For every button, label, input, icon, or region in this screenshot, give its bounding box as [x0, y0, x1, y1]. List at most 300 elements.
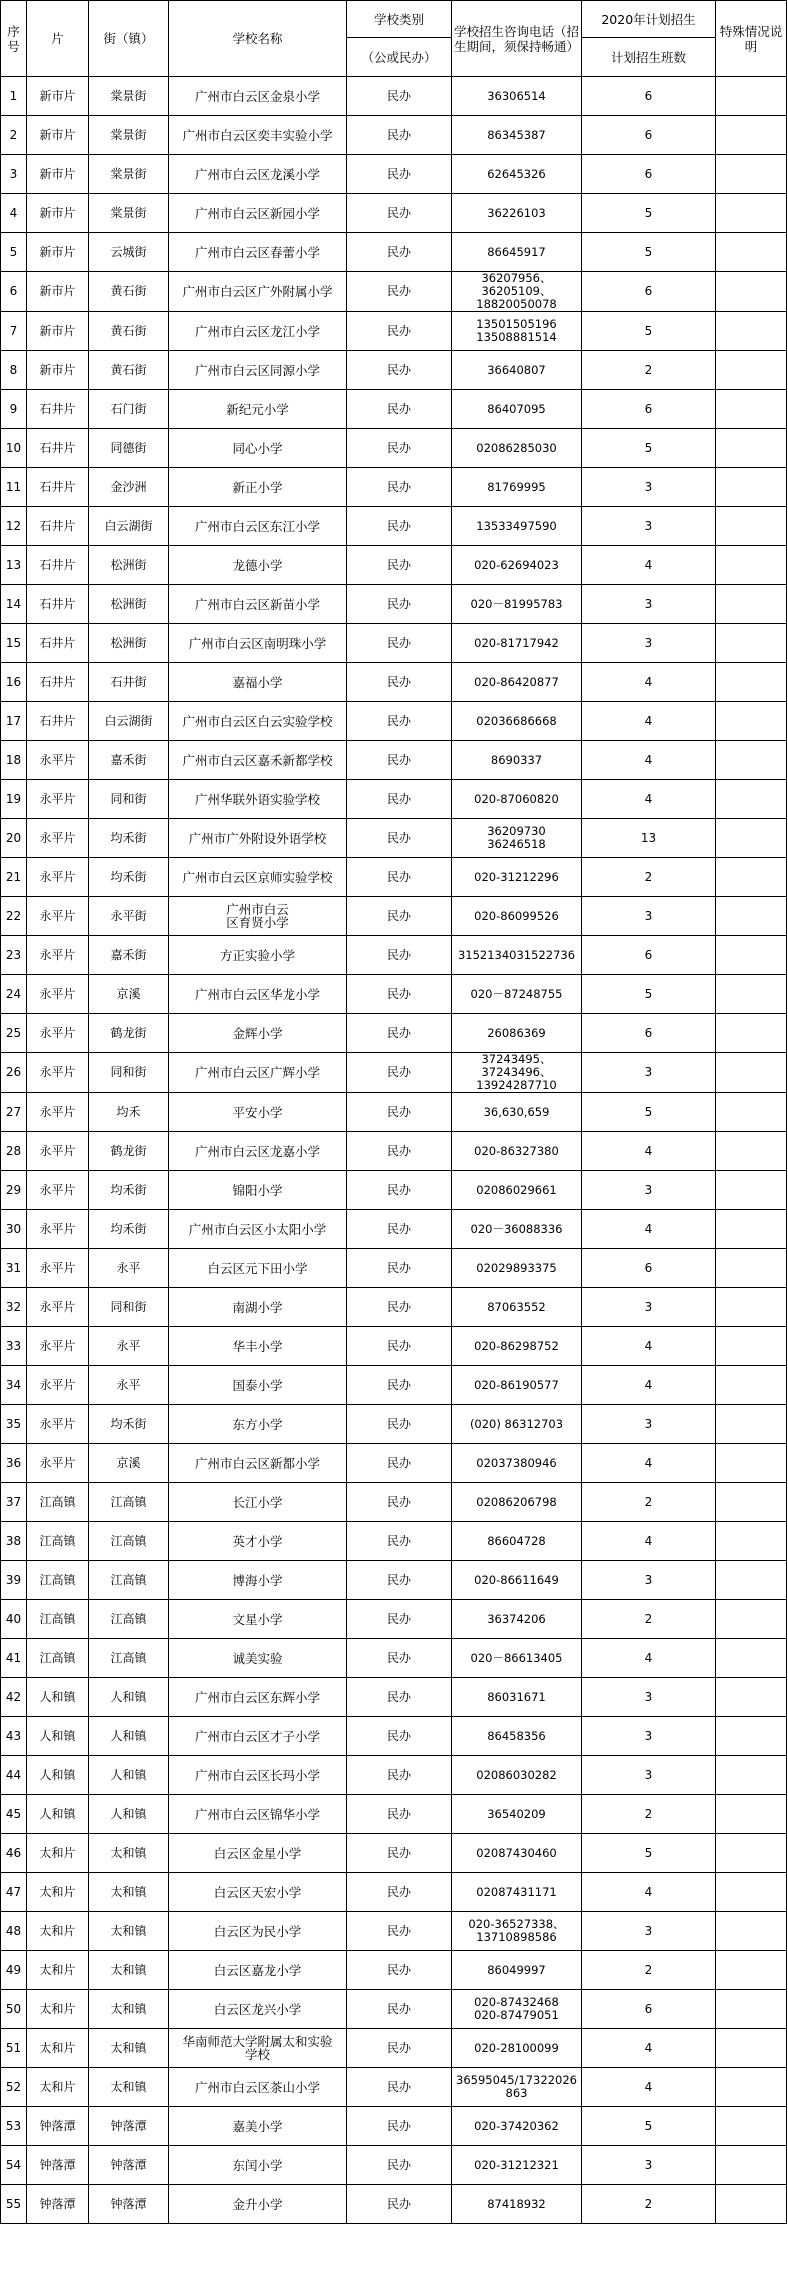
cell-phone: 020－36088336 [452, 1210, 582, 1249]
cell-seq: 2 [1, 116, 27, 155]
cell-phone: 02086029661 [452, 1171, 582, 1210]
table-row [1, 546, 787, 585]
cell-class-count: 5 [582, 312, 716, 351]
cell-street: 白云湖街 [89, 507, 169, 546]
cell-school-type: 民办 [347, 507, 452, 546]
cell-street: 太和镇 [89, 1873, 169, 1912]
cell-note [716, 1053, 787, 1093]
cell-note [716, 194, 787, 233]
cell-school-type: 民办 [347, 858, 452, 897]
cell-school-name: 龙德小学 [169, 546, 347, 585]
cell-class-count: 2 [582, 1795, 716, 1834]
cell-seq: 15 [1, 624, 27, 663]
cell-school-name: 广州市广外附设外语学校 [169, 819, 347, 858]
cell-phone: 86604728 [452, 1522, 582, 1561]
cell-school-type: 民办 [347, 1210, 452, 1249]
cell-school-type: 民办 [347, 194, 452, 233]
cell-class-count: 5 [582, 194, 716, 233]
cell-note [716, 2185, 787, 2224]
cell-area: 永平片 [27, 1093, 89, 1132]
cell-note [716, 1756, 787, 1795]
cell-area: 人和镇 [27, 1678, 89, 1717]
cell-class-count: 2 [582, 1951, 716, 1990]
cell-area: 永平片 [27, 1288, 89, 1327]
cell-class-count: 2 [582, 1483, 716, 1522]
cell-school-type: 民办 [347, 1053, 452, 1093]
cell-class-count: 4 [582, 2068, 716, 2107]
cell-note [716, 702, 787, 741]
cell-class-count: 4 [582, 1366, 716, 1405]
cell-seq: 46 [1, 1834, 27, 1873]
cell-street: 棠景街 [89, 77, 169, 116]
cell-area: 石井片 [27, 663, 89, 702]
cell-seq: 48 [1, 1912, 27, 1951]
cell-seq: 35 [1, 1405, 27, 1444]
cell-phone: 02037380946 [452, 1444, 582, 1483]
cell-street: 棠景街 [89, 155, 169, 194]
table-row [1, 1014, 787, 1053]
cell-class-count: 6 [582, 390, 716, 429]
cell-seq: 22 [1, 897, 27, 936]
cell-note [716, 1678, 787, 1717]
cell-seq: 13 [1, 546, 27, 585]
cell-note [716, 155, 787, 194]
table-row [1, 1444, 787, 1483]
cell-school-type: 民办 [347, 1366, 452, 1405]
cell-phone: 020-86099526 [452, 897, 582, 936]
cell-school-type: 民办 [347, 312, 452, 351]
cell-school-name: 广州市白云区茶山小学 [169, 2068, 347, 2107]
cell-street: 黄石街 [89, 351, 169, 390]
cell-class-count: 4 [582, 1639, 716, 1678]
cell-area: 钟落潭 [27, 2146, 89, 2185]
cell-class-count: 4 [582, 1522, 716, 1561]
cell-street: 嘉禾街 [89, 936, 169, 975]
cell-street: 金沙洲 [89, 468, 169, 507]
cell-school-name: 广州市白云区华龙小学 [169, 975, 347, 1014]
cell-street: 棠景街 [89, 116, 169, 155]
cell-seq: 21 [1, 858, 27, 897]
cell-school-type: 民办 [347, 1014, 452, 1053]
cell-class-count: 4 [582, 1210, 716, 1249]
cell-school-name: 华南师范大学附属太和实验 学校 [169, 2029, 347, 2068]
cell-class-count: 13 [582, 819, 716, 858]
cell-class-count: 6 [582, 272, 716, 312]
cell-note [716, 1951, 787, 1990]
cell-area: 新市片 [27, 116, 89, 155]
cell-phone: 02086206798 [452, 1483, 582, 1522]
cell-phone: 020－86613405 [452, 1639, 582, 1678]
cell-school-type: 民办 [347, 1522, 452, 1561]
table-row [1, 624, 787, 663]
cell-area: 永平片 [27, 1444, 89, 1483]
cell-seq: 41 [1, 1639, 27, 1678]
table-row [1, 1717, 787, 1756]
cell-class-count: 2 [582, 351, 716, 390]
table-row [1, 1053, 787, 1093]
cell-class-count: 2 [582, 1600, 716, 1639]
cell-school-type: 民办 [347, 1951, 452, 1990]
cell-area: 新市片 [27, 194, 89, 233]
cell-school-type: 民办 [347, 77, 452, 116]
cell-seq: 32 [1, 1288, 27, 1327]
cell-street: 均禾 [89, 1093, 169, 1132]
cell-school-name: 国泰小学 [169, 1366, 347, 1405]
cell-note [716, 936, 787, 975]
cell-class-count: 3 [582, 624, 716, 663]
table-row [1, 2185, 787, 2224]
cell-note [716, 507, 787, 546]
cell-area: 石井片 [27, 390, 89, 429]
cell-area: 新市片 [27, 312, 89, 351]
cell-phone: 36640807 [452, 351, 582, 390]
cell-street: 嘉禾街 [89, 741, 169, 780]
cell-note [716, 2107, 787, 2146]
cell-seq: 45 [1, 1795, 27, 1834]
cell-note [716, 819, 787, 858]
cell-seq: 52 [1, 2068, 27, 2107]
cell-school-name: 文星小学 [169, 1600, 347, 1639]
cell-area: 太和片 [27, 2029, 89, 2068]
cell-street: 黄石街 [89, 272, 169, 312]
cell-phone: 020-31212321 [452, 2146, 582, 2185]
cell-phone: 020－87248755 [452, 975, 582, 1014]
cell-school-name: 白云区元下田小学 [169, 1249, 347, 1288]
cell-phone: 36595045/17322026 863 [452, 2068, 582, 2107]
cell-note [716, 390, 787, 429]
cell-area: 永平片 [27, 936, 89, 975]
header-area: 片 [27, 1, 89, 77]
table-row [1, 1678, 787, 1717]
cell-street: 太和镇 [89, 2068, 169, 2107]
cell-school-type: 民办 [347, 780, 452, 819]
cell-phone: 02086285030 [452, 429, 582, 468]
cell-class-count: 5 [582, 233, 716, 272]
cell-school-name: 广州市白云区新苗小学 [169, 585, 347, 624]
table-row [1, 663, 787, 702]
cell-note [716, 1639, 787, 1678]
cell-street: 江高镇 [89, 1561, 169, 1600]
cell-area: 永平片 [27, 1053, 89, 1093]
cell-street: 太和镇 [89, 2029, 169, 2068]
cell-street: 松洲街 [89, 546, 169, 585]
cell-street: 人和镇 [89, 1795, 169, 1834]
cell-phone: 020－81995783 [452, 585, 582, 624]
table-row [1, 1405, 787, 1444]
cell-area: 钟落潭 [27, 2185, 89, 2224]
cell-school-type: 民办 [347, 2107, 452, 2146]
cell-class-count: 5 [582, 1834, 716, 1873]
cell-school-type: 民办 [347, 1873, 452, 1912]
cell-seq: 34 [1, 1366, 27, 1405]
cell-note [716, 2146, 787, 2185]
cell-phone: 26086369 [452, 1014, 582, 1053]
cell-note [716, 624, 787, 663]
cell-school-type: 民办 [347, 1444, 452, 1483]
cell-phone: 020-62694023 [452, 546, 582, 585]
cell-seq: 51 [1, 2029, 27, 2068]
cell-area: 永平片 [27, 1210, 89, 1249]
cell-street: 钟落潭 [89, 2107, 169, 2146]
cell-area: 永平片 [27, 1405, 89, 1444]
cell-school-name: 广州市白云区同源小学 [169, 351, 347, 390]
cell-phone: 13501505196 13508881514 [452, 312, 582, 351]
cell-school-type: 民办 [347, 1912, 452, 1951]
table-row [1, 1483, 787, 1522]
cell-street: 均禾街 [89, 1405, 169, 1444]
cell-note [716, 1834, 787, 1873]
cell-area: 人和镇 [27, 1795, 89, 1834]
cell-class-count: 6 [582, 936, 716, 975]
cell-phone: 02087431171 [452, 1873, 582, 1912]
cell-note [716, 2068, 787, 2107]
cell-note [716, 1327, 787, 1366]
cell-note [716, 1795, 787, 1834]
cell-school-name: 广州市白云区长玛小学 [169, 1756, 347, 1795]
cell-school-name: 博海小学 [169, 1561, 347, 1600]
cell-seq: 17 [1, 702, 27, 741]
cell-seq: 38 [1, 1522, 27, 1561]
table-row [1, 1795, 787, 1834]
cell-school-name: 白云区嘉龙小学 [169, 1951, 347, 1990]
cell-street: 同和街 [89, 780, 169, 819]
cell-area: 江高镇 [27, 1483, 89, 1522]
cell-phone: 86345387 [452, 116, 582, 155]
cell-note [716, 429, 787, 468]
cell-seq: 27 [1, 1093, 27, 1132]
cell-school-type: 民办 [347, 897, 452, 936]
cell-school-type: 民办 [347, 2185, 452, 2224]
cell-seq: 42 [1, 1678, 27, 1717]
cell-street: 均禾街 [89, 858, 169, 897]
cell-class-count: 3 [582, 1756, 716, 1795]
cell-phone: 36,630,659 [452, 1093, 582, 1132]
cell-note [716, 1561, 787, 1600]
cell-area: 永平片 [27, 1249, 89, 1288]
cell-phone: 36306514 [452, 77, 582, 116]
cell-school-type: 民办 [347, 702, 452, 741]
cell-street: 同德街 [89, 429, 169, 468]
table-row [1, 194, 787, 233]
cell-class-count: 6 [582, 1249, 716, 1288]
table-row [1, 1561, 787, 1600]
cell-school-type: 民办 [347, 116, 452, 155]
cell-phone: 020-86190577 [452, 1366, 582, 1405]
cell-seq: 6 [1, 272, 27, 312]
cell-street: 永平 [89, 1249, 169, 1288]
cell-note [716, 1132, 787, 1171]
table-row [1, 1912, 787, 1951]
table-row [1, 780, 787, 819]
cell-school-type: 民办 [347, 819, 452, 858]
cell-street: 均禾街 [89, 1210, 169, 1249]
cell-seq: 29 [1, 1171, 27, 1210]
cell-school-type: 民办 [347, 2146, 452, 2185]
cell-note [716, 897, 787, 936]
cell-seq: 30 [1, 1210, 27, 1249]
cell-school-name: 白云区金星小学 [169, 1834, 347, 1873]
cell-seq: 37 [1, 1483, 27, 1522]
cell-phone: 36207956、 36205109、 18820050078 [452, 272, 582, 312]
table-row [1, 233, 787, 272]
cell-seq: 40 [1, 1600, 27, 1639]
cell-school-type: 民办 [347, 1678, 452, 1717]
cell-phone: 3152134031522736 [452, 936, 582, 975]
cell-school-name: 白云区天宏小学 [169, 1873, 347, 1912]
cell-street: 钟落潭 [89, 2185, 169, 2224]
cell-area: 太和片 [27, 1990, 89, 2029]
cell-class-count: 5 [582, 2107, 716, 2146]
cell-area: 人和镇 [27, 1756, 89, 1795]
cell-phone: 86049997 [452, 1951, 582, 1990]
header-street: 街（镇） [89, 1, 169, 77]
cell-note [716, 585, 787, 624]
cell-phone: 020-86420877 [452, 663, 582, 702]
cell-school-name: 英才小学 [169, 1522, 347, 1561]
cell-phone: 02086030282 [452, 1756, 582, 1795]
cell-note [716, 1444, 787, 1483]
cell-school-name: 广州市白云区金泉小学 [169, 77, 347, 116]
table-row [1, 507, 787, 546]
cell-street: 太和镇 [89, 1951, 169, 1990]
cell-phone: 87063552 [452, 1288, 582, 1327]
cell-street: 均禾街 [89, 1171, 169, 1210]
cell-class-count: 5 [582, 429, 716, 468]
table-row [1, 1834, 787, 1873]
cell-street: 鹤龙街 [89, 1132, 169, 1171]
cell-school-type: 民办 [347, 2068, 452, 2107]
cell-class-count: 3 [582, 507, 716, 546]
cell-school-type: 民办 [347, 1561, 452, 1600]
cell-phone: 020-86611649 [452, 1561, 582, 1600]
cell-area: 新市片 [27, 351, 89, 390]
cell-area: 石井片 [27, 507, 89, 546]
cell-note [716, 312, 787, 351]
cell-class-count: 3 [582, 1678, 716, 1717]
cell-seq: 26 [1, 1053, 27, 1093]
cell-area: 新市片 [27, 77, 89, 116]
cell-area: 新市片 [27, 233, 89, 272]
cell-phone: 020-36527338、 13710898586 [452, 1912, 582, 1951]
cell-note [716, 116, 787, 155]
cell-class-count: 4 [582, 780, 716, 819]
cell-phone: (020) 86312703 [452, 1405, 582, 1444]
cell-note [716, 1288, 787, 1327]
cell-note [716, 1600, 787, 1639]
cell-street: 均禾街 [89, 819, 169, 858]
cell-seq: 25 [1, 1014, 27, 1053]
cell-seq: 18 [1, 741, 27, 780]
cell-seq: 53 [1, 2107, 27, 2146]
cell-phone: 020-37420362 [452, 2107, 582, 2146]
cell-area: 太和片 [27, 2068, 89, 2107]
table-row [1, 2029, 787, 2068]
cell-school-name: 广州市白云 区育贤小学 [169, 897, 347, 936]
cell-street: 江高镇 [89, 1522, 169, 1561]
table-row [1, 77, 787, 116]
cell-area: 石井片 [27, 624, 89, 663]
cell-area: 永平片 [27, 780, 89, 819]
cell-street: 人和镇 [89, 1717, 169, 1756]
cell-phone: 02087430460 [452, 1834, 582, 1873]
cell-area: 永平片 [27, 1327, 89, 1366]
cell-street: 松洲街 [89, 585, 169, 624]
table-body [1, 77, 787, 2224]
cell-street: 云城街 [89, 233, 169, 272]
cell-seq: 47 [1, 1873, 27, 1912]
cell-class-count: 4 [582, 1444, 716, 1483]
cell-class-count: 6 [582, 77, 716, 116]
cell-school-type: 民办 [347, 936, 452, 975]
cell-seq: 19 [1, 780, 27, 819]
cell-seq: 11 [1, 468, 27, 507]
cell-phone: 86407095 [452, 390, 582, 429]
cell-school-name: 广州市白云区广外附属小学 [169, 272, 347, 312]
cell-class-count: 3 [582, 1561, 716, 1600]
header-school-type: 学校类别 [347, 1, 452, 38]
cell-class-count: 6 [582, 116, 716, 155]
cell-note [716, 1366, 787, 1405]
cell-school-type: 民办 [347, 585, 452, 624]
cell-school-name: 广州市白云区龙嘉小学 [169, 1132, 347, 1171]
cell-school-name: 广州市白云区广辉小学 [169, 1053, 347, 1093]
cell-area: 太和片 [27, 1873, 89, 1912]
header-row [1, 1, 787, 38]
cell-class-count: 3 [582, 897, 716, 936]
header-phone: 学校招生咨询电话（招生期间，须保持畅通） [452, 1, 582, 77]
cell-class-count: 3 [582, 1405, 716, 1444]
cell-phone: 020-28100099 [452, 2029, 582, 2068]
table-row [1, 897, 787, 936]
cell-school-name: 方正实验小学 [169, 936, 347, 975]
cell-seq: 14 [1, 585, 27, 624]
cell-note [716, 2029, 787, 2068]
cell-note [716, 546, 787, 585]
cell-note [716, 351, 787, 390]
cell-class-count: 3 [582, 585, 716, 624]
cell-phone: 37243495、 37243496、 13924287710 [452, 1053, 582, 1093]
table-row [1, 2068, 787, 2107]
cell-class-count: 4 [582, 1327, 716, 1366]
table-row [1, 819, 787, 858]
table-row [1, 390, 787, 429]
cell-phone: 36374206 [452, 1600, 582, 1639]
cell-seq: 50 [1, 1990, 27, 2029]
table-row [1, 1951, 787, 1990]
cell-street: 钟落潭 [89, 2146, 169, 2185]
cell-school-type: 民办 [347, 1171, 452, 1210]
cell-school-name: 广州市白云区才子小学 [169, 1717, 347, 1756]
cell-school-type: 民办 [347, 1600, 452, 1639]
cell-school-type: 民办 [347, 390, 452, 429]
cell-seq: 54 [1, 2146, 27, 2185]
table-row [1, 1327, 787, 1366]
cell-school-name: 同心小学 [169, 429, 347, 468]
cell-school-type: 民办 [347, 663, 452, 702]
cell-school-name: 华丰小学 [169, 1327, 347, 1366]
header-plan-sub: 计划招生班数 [582, 38, 716, 77]
table-row [1, 975, 787, 1014]
header-seq: 序号 [1, 1, 27, 77]
cell-school-name: 平安小学 [169, 1093, 347, 1132]
cell-class-count: 2 [582, 858, 716, 897]
cell-area: 石井片 [27, 429, 89, 468]
cell-note [716, 1717, 787, 1756]
cell-note [716, 741, 787, 780]
cell-note [716, 1249, 787, 1288]
cell-seq: 24 [1, 975, 27, 1014]
cell-school-name: 广州华联外语实验学校 [169, 780, 347, 819]
